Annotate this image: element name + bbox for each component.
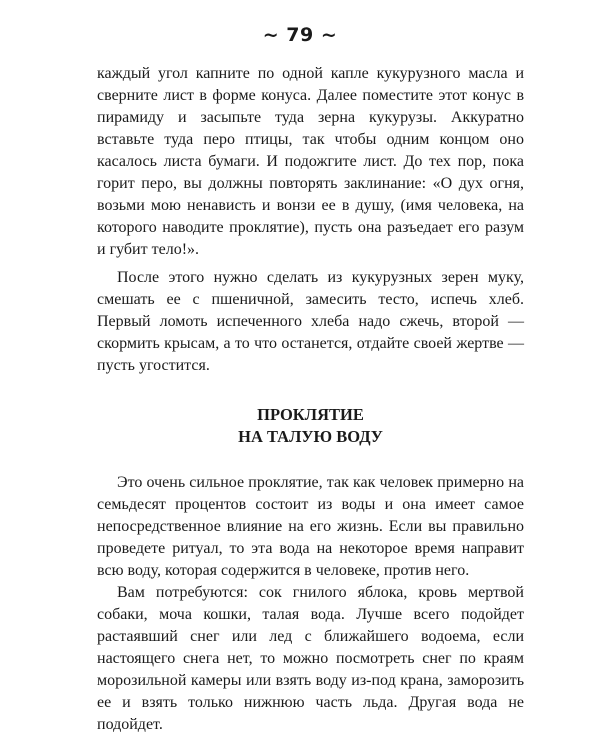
paragraph-ingredients: Вам потребуются: сок гнилого яблока, кровь мертвой собаки, моча кошки, талая вода. Лучше всего подойдет растаявший снег или лед с ближайшего водоема, если настоящего снега нет, то можно посмотреть снег по краям морозильной камеры или взять воду из-под крана, заморозить ее и взять только нижнюю часть льда. Другая вода не подойдет. — [97, 584, 524, 733]
paragraph-continuation: каждый угол капните по одной капле кукурузного масла и сверните лист в форме конуса. Далее поместите этот конус в пирамиду и засыпьте туда зерна кукурузы. Аккуратно вставьте туда перо птицы, так чтобы одним концом оно касалось листа бумаги. И подожгите лист. До тех пор, пока горит перо, вы должны повторять заклинание: «О дух огня, возьми мою ненависть и вонзи ее в душу, (имя человека, на которого наводите проклятие), пусть она разъедает его разум и губит тело!». — [97, 65, 524, 258]
page-content — [97, 63, 524, 736]
paragraph-bread-ritual: После этого нужно сделать из кукурузных зерен муку, смешать ее с пшеничной, замесить тесто, испечь хлеб. Первый ломоть испеченного хлеба надо сжечь, второй — скормить крысам, а то что останется, отдайте своей жертве — пусть угостится. — [97, 269, 524, 374]
page-number: ~ 79 ~ — [262, 24, 338, 46]
section-heading-line-1: ПРОКЛЯТИЕ — [257, 405, 364, 424]
section-heading-line-2: НА ТАЛУЮ ВОДУ — [238, 427, 383, 446]
section-heading — [97, 404, 524, 448]
paragraph-intro: Это очень сильное проклятие, так как человек примерно на семьдесят процентов состоит из воды и она имеет самое непосредственное влияние на его жизнь. Если вы правильно проведете ритуал, то эта вода на некоторое время направит всю воду, которая содержится в человеке, против него. — [97, 474, 524, 579]
